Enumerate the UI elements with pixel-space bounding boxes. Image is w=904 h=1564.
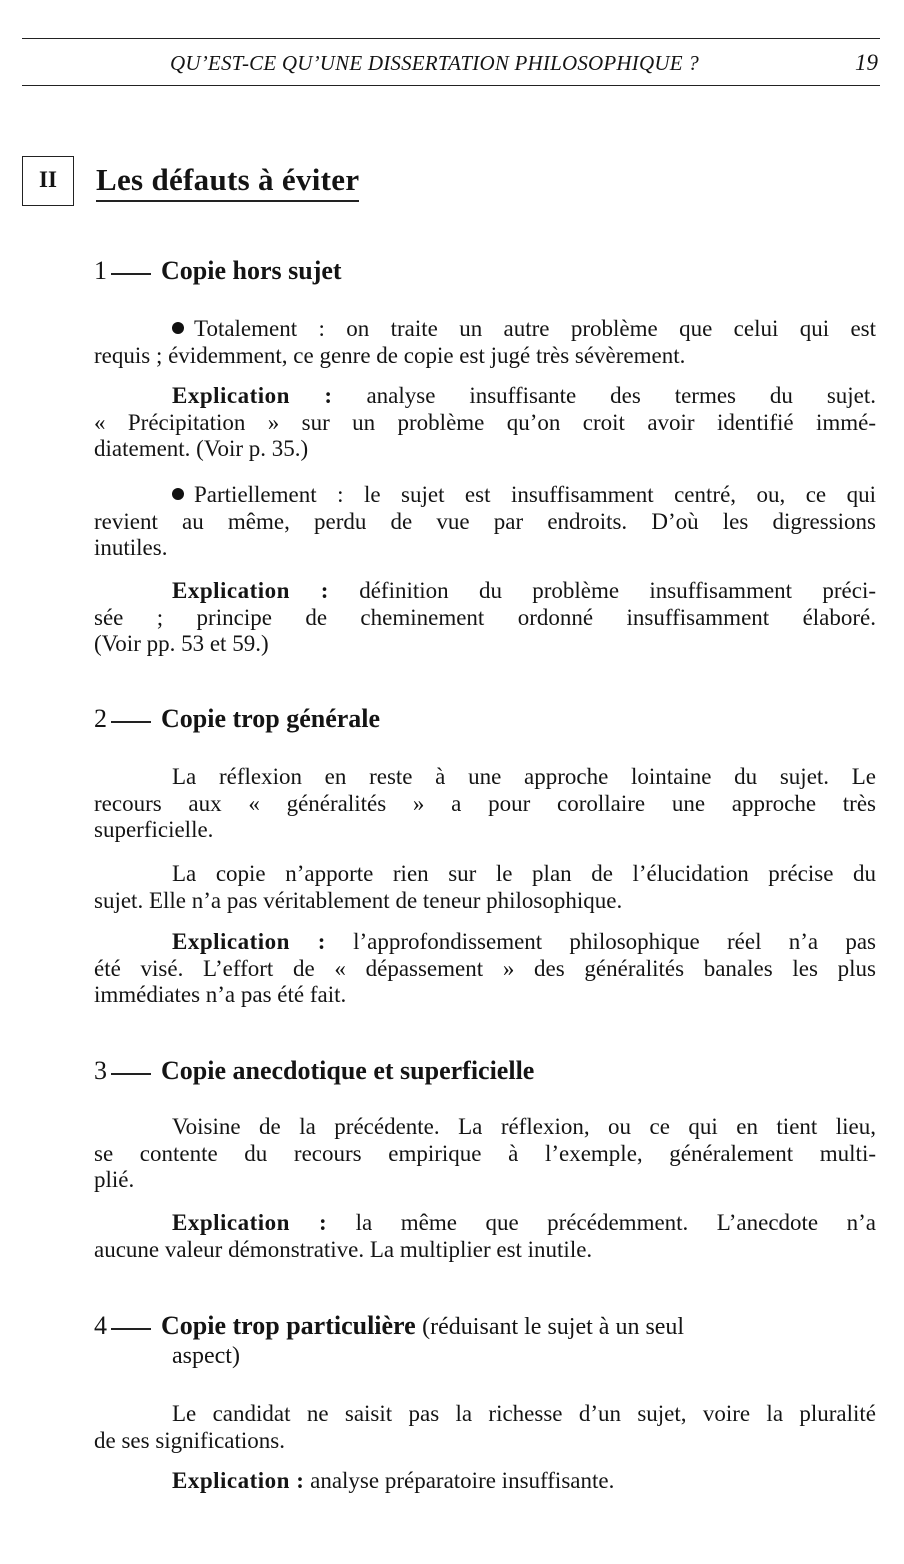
explanation-paragraph: Explication : définition du problème insuffisamment préci- sée ; principe de cheminement ordonné insuffisamment élaboré. (Voir pp. 53 et 59.) bbox=[94, 578, 876, 656]
part-title: Les défauts à éviter bbox=[96, 162, 359, 202]
explanation-paragraph: Explication : l’approfondissement philosophique réel n’a pas été visé. L’effort de « dépassement » des généralités banales les plus immédiates n’a pas été fait. bbox=[94, 929, 877, 1007]
explanation-paragraph: Explication : analyse insuffisante des termes du sujet. « Précipitation » sur un problème qu’on croit avoir identifié immé- diatement. (Voir p. 35.) bbox=[94, 383, 877, 461]
section-title: Copie trop particulière bbox=[161, 1311, 416, 1340]
running-head bbox=[22, 38, 880, 86]
explanation-label: Explication : bbox=[172, 383, 333, 408]
paragraph: La copie n’apporte rien sur le plan de l’élucidation précise du sujet. Elle n’a pas véritablement de teneur philosophique. bbox=[94, 861, 876, 913]
section-4-heading bbox=[94, 1311, 684, 1341]
bullet-icon bbox=[172, 488, 184, 500]
heading-dash bbox=[111, 1328, 151, 1330]
paragraph: Le candidat ne saisit pas la richesse d’un sujet, voire la pluralité de ses significations. bbox=[94, 1401, 876, 1453]
explanation-label: Explication : bbox=[172, 929, 326, 954]
explanation-paragraph: Explication : analyse préparatoire insuffisante. bbox=[172, 1468, 615, 1493]
section-title: Copie trop générale bbox=[161, 704, 381, 733]
section-3-heading bbox=[94, 1056, 534, 1086]
explanation-paragraph: Explication : la même que précédemment. L’anecdote n’a aucune valeur démonstrative. La multiplier est inutile. bbox=[94, 1210, 877, 1262]
page-number: 19 bbox=[855, 50, 878, 75]
explanation-label: Explication : bbox=[172, 1468, 305, 1493]
section-title-note: (réduisant le sujet à un seul bbox=[422, 1314, 685, 1340]
paragraph: Totalement : on traite un autre problème que celui qui est requis ; évidemment, ce genre de copie est jugé très sévèrement. bbox=[94, 316, 876, 368]
paragraph: La réflexion en reste à une approche lointaine du sujet. Le recours aux « généralités » a pour corollaire une approche très superficielle. bbox=[94, 764, 876, 842]
section-title-note-continuation: aspect) bbox=[172, 1343, 240, 1369]
section-number: 1 bbox=[94, 256, 107, 285]
bullet-icon bbox=[172, 322, 184, 334]
explanation-label: Explication : bbox=[172, 1210, 328, 1235]
section-number: 3 bbox=[94, 1056, 107, 1085]
heading-dash bbox=[111, 1073, 151, 1075]
paragraph: Partiellement : le sujet est insuffisamment centré, ou, ce qui revient au même, perdu de vue par endroits. D’où les digressions inutiles. bbox=[94, 482, 876, 560]
section-number: 2 bbox=[94, 704, 107, 733]
heading-dash bbox=[111, 721, 151, 723]
heading-dash bbox=[111, 273, 151, 275]
section-title: Copie anecdotique et superficielle bbox=[161, 1056, 535, 1085]
section-title: Copie hors sujet bbox=[161, 256, 342, 285]
section-2-heading bbox=[94, 704, 380, 734]
section-1-heading bbox=[94, 256, 342, 286]
running-head-title: QU’EST-CE QU’UNE DISSERTATION PHILOSOPHIQUE ? bbox=[170, 51, 699, 75]
part-number-badge: II bbox=[22, 156, 74, 206]
paragraph: Voisine de la précédente. La réflexion, ou ce qui en tient lieu, se contente du recours empirique à l’exemple, généralement multi- plié. bbox=[94, 1114, 876, 1192]
section-number: 4 bbox=[94, 1311, 107, 1340]
explanation-label: Explication : bbox=[172, 578, 329, 603]
